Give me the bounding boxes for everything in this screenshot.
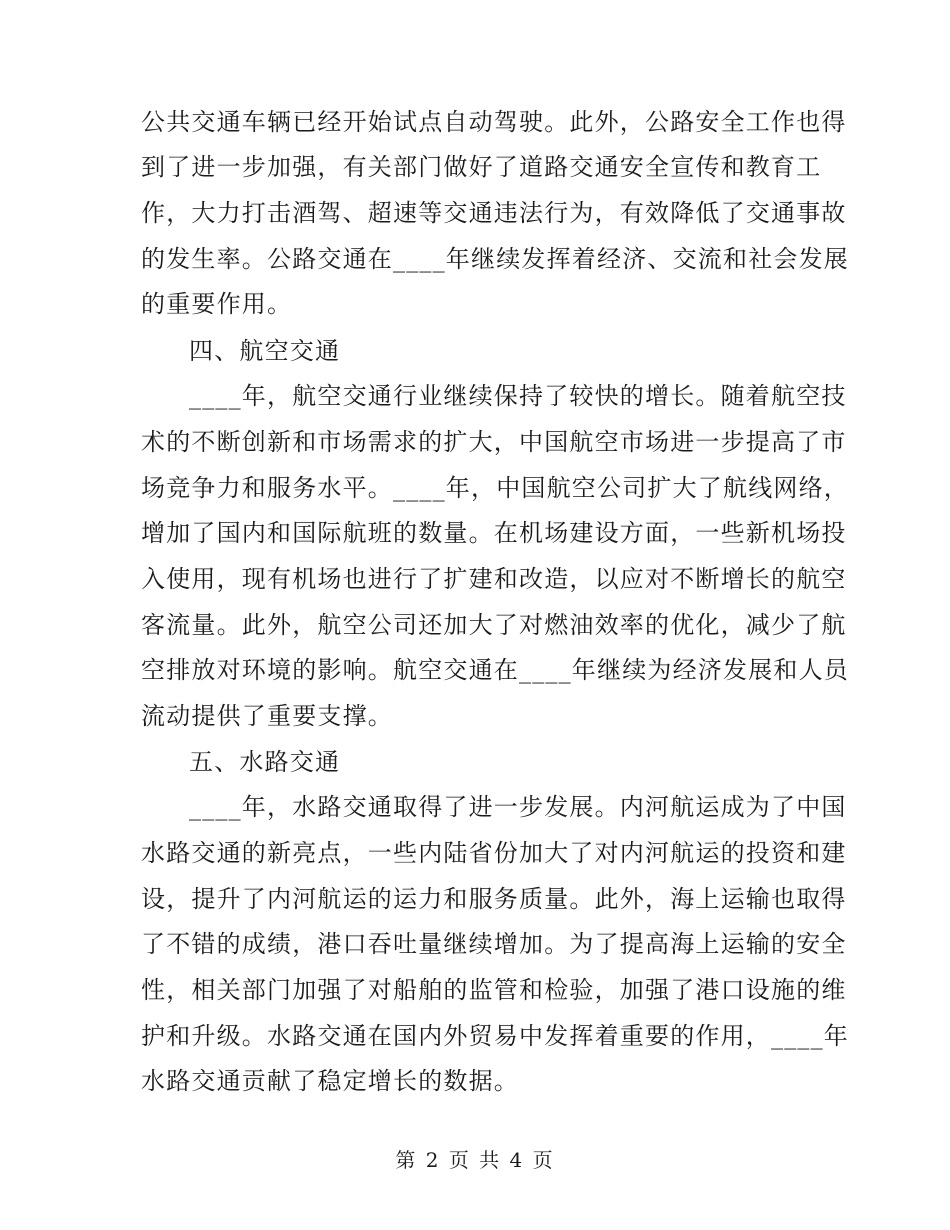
text-line: 空排放对环境的影响。航空交通在____年继续为经济发展和人员 bbox=[141, 656, 849, 684]
text-line: 水路交通的新亮点，一些内陆省份加大了对内河航运的投资和建 bbox=[141, 839, 847, 867]
text-line: 的重要作用。 bbox=[141, 290, 293, 318]
text-line: 了不错的成绩，港口吞吐量继续增加。为了提高海上运输的安全 bbox=[141, 930, 847, 958]
text-line: 的发生率。公路交通在____年继续发挥着经济、交流和社会发展 bbox=[141, 245, 849, 273]
text-line: 性，相关部门加强了对船舶的监管和检验，加强了港口设施的维 bbox=[141, 976, 847, 1004]
text-line: 增加了国内和国际航班的数量。在机场建设方面，一些新机场投 bbox=[141, 519, 847, 547]
section-heading: 五、水路交通 bbox=[189, 748, 341, 776]
text-line: 流动提供了重要支撑。 bbox=[141, 702, 393, 730]
text-line: 作，大力打击酒驾、超速等交通违法行为，有效降低了交通事故 bbox=[141, 199, 847, 227]
text-line: 术的不断创新和市场需求的扩大，中国航空市场进一步提高了市 bbox=[141, 428, 847, 456]
page-number-footer: 第 2 页 共 4 页 bbox=[395, 1148, 555, 1172]
section-heading: 四、航空交通 bbox=[189, 337, 341, 365]
text-line: ____年，航空交通行业继续保持了较快的增长。随着航空技 bbox=[189, 382, 847, 410]
text-line: 水路交通贡献了稳定增长的数据。 bbox=[141, 1067, 519, 1095]
text-line: 场竞争力和服务水平。____年，中国航空公司扩大了航线网络， bbox=[141, 474, 849, 502]
text-line: ____年，水路交通取得了进一步发展。内河航运成为了中国 bbox=[189, 793, 847, 821]
text-line: 客流量。此外，航空公司还加大了对燃油效率的优化，减少了航 bbox=[141, 611, 847, 639]
text-line: 到了进一步加强，有关部门做好了道路交通安全宣传和教育工 bbox=[141, 153, 822, 181]
text-line: 设，提升了内河航运的运力和服务质量。此外，海上运输也取得 bbox=[141, 885, 847, 913]
text-line: 护和升级。水路交通在国内外贸易中发挥着重要的作用，____年 bbox=[141, 1022, 849, 1050]
text-line: 入使用，现有机场也进行了扩建和改造，以应对不断增长的航空 bbox=[141, 565, 847, 593]
text-line: 公共交通车辆已经开始试点自动驾驶。此外，公路安全工作也得 bbox=[141, 108, 847, 136]
